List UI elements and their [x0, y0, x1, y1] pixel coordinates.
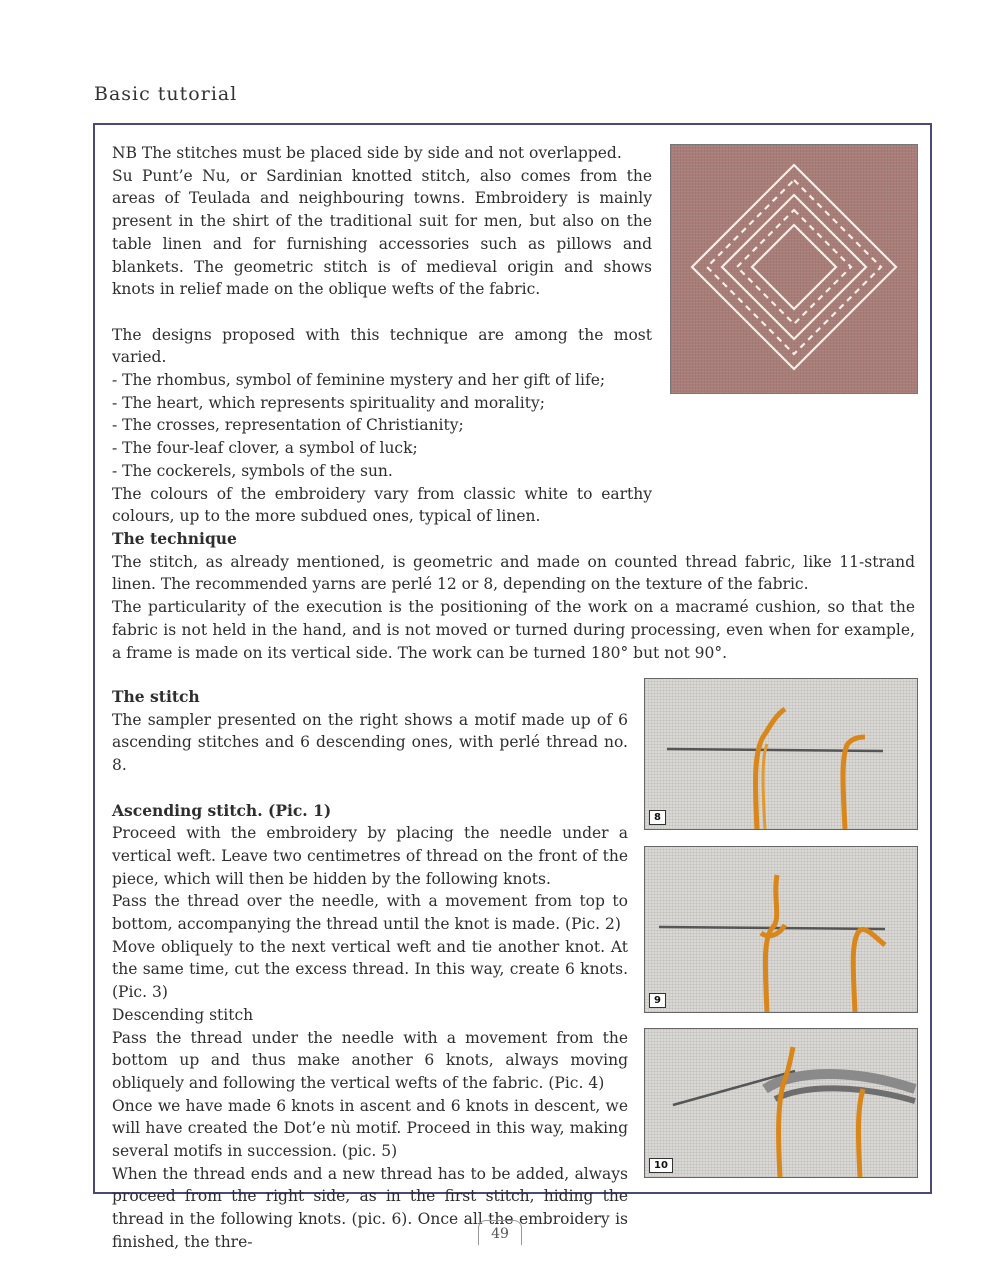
designs-colours: The colours of the embroidery vary from classic white to earthy colours, up to the more subdued ones, typical of linen. — [112, 484, 652, 526]
stitch-paragraph: The sampler presented on the right shows a motif made up of 6 ascending stitches and 6 descending ones, with perlé thread no. 8. — [112, 710, 628, 775]
step-photo-9 — [644, 846, 918, 1013]
intro-paragraph: Su Punt’e Nu, or Sardinian knotted stitch, also comes from the areas of Teulada and neighbouring towns. Embroidery is mainly present in the shirt of the traditional suit for men, but also on the table linen and for furnishing accessories such as pillows and blankets. The geometric stitch is of medieval origin and shows knots in relief made on the oblique wefts of the fabric. — [112, 166, 652, 299]
technique-paragraph: The stitch, as already mentioned, is geometric and made on counted thread fabric, like 11-strand linen. The recommended yarns are perlé 12 or 8, depending on the texture of the fabric. — [112, 552, 915, 594]
stitch-heading: The stitch — [112, 687, 200, 706]
design-item: - The heart, which represents spirituality and morality; — [112, 393, 545, 412]
intro-block — [112, 142, 652, 528]
stitch-section — [112, 686, 628, 1254]
figure-label: 10 — [649, 1158, 673, 1173]
design-item: - The four-leaf clover, a symbol of luck; — [112, 439, 418, 458]
designs-intro: The designs proposed with this technique are among the most varied. — [112, 325, 652, 367]
step-photo-8 — [644, 678, 918, 830]
design-item: - The crosses, representation of Christianity; — [112, 416, 464, 435]
ascending-line: Pass the thread under the needle with a movement from the bottom up and thus make another 6 knots, always moving obliquely and following the vertical wefts of the fabric. (Pic. 4) — [112, 1028, 628, 1092]
intro-note: NB The stitches must be placed side by side and not overlapped. — [112, 144, 622, 162]
figure-label: 9 — [649, 993, 666, 1008]
ascending-line: Proceed with the embroidery by placing the needle under a vertical weft. Leave two centimetres of thread on the front of the piece, which will then be hidden by the following knots. — [112, 824, 628, 888]
design-item: - The rhombus, symbol of feminine mystery and her gift of life; — [112, 371, 606, 390]
descending-subheading: Descending stitch — [112, 1005, 254, 1024]
ascending-line: Once we have made 6 knots in ascent and 6 knots in descent, we will have created the Dot’e nù motif. Proceed in this way, making several motifs in succession. (pic. 5) — [112, 1096, 628, 1161]
technique-paragraph: The particularity of the execution is the positioning of the work on a macramé cushion, so that the fabric is not held in the hand, and is not moved or turned during processing, even when for example, a frame is made on its vertical side. The work can be turned 180° but not 90°. — [112, 598, 915, 662]
ascending-line: Move obliquely to the next vertical weft and tie another knot. At the same time, cut the excess thread. In this way, create 6 knots. (Pic. 3) — [112, 937, 628, 1002]
page-number: 49 — [478, 1220, 522, 1245]
ascending-line: Pass the thread over the needle, with a movement from top to bottom, accompanying the thread until the knot is made. (Pic. 2) — [112, 892, 628, 934]
figure-label: 8 — [649, 810, 666, 825]
rhombus-embroidery-photo — [670, 144, 918, 394]
technique-section — [112, 528, 915, 664]
design-item: - The cockerels, symbols of the sun. — [112, 461, 393, 480]
step-photo-10 — [644, 1028, 918, 1178]
section-title: Basic tutorial — [94, 83, 238, 105]
ascending-heading: Ascending stitch. (Pic. 1) — [112, 800, 332, 820]
ascending-line: When the thread ends and a new thread has to be added, always proceed from the right side, as in the first stitch, hiding the thread in the following knots. (pic. 6). Once all the embroidery is finished, the thre- — [112, 1164, 628, 1251]
technique-heading: The technique — [112, 529, 237, 548]
